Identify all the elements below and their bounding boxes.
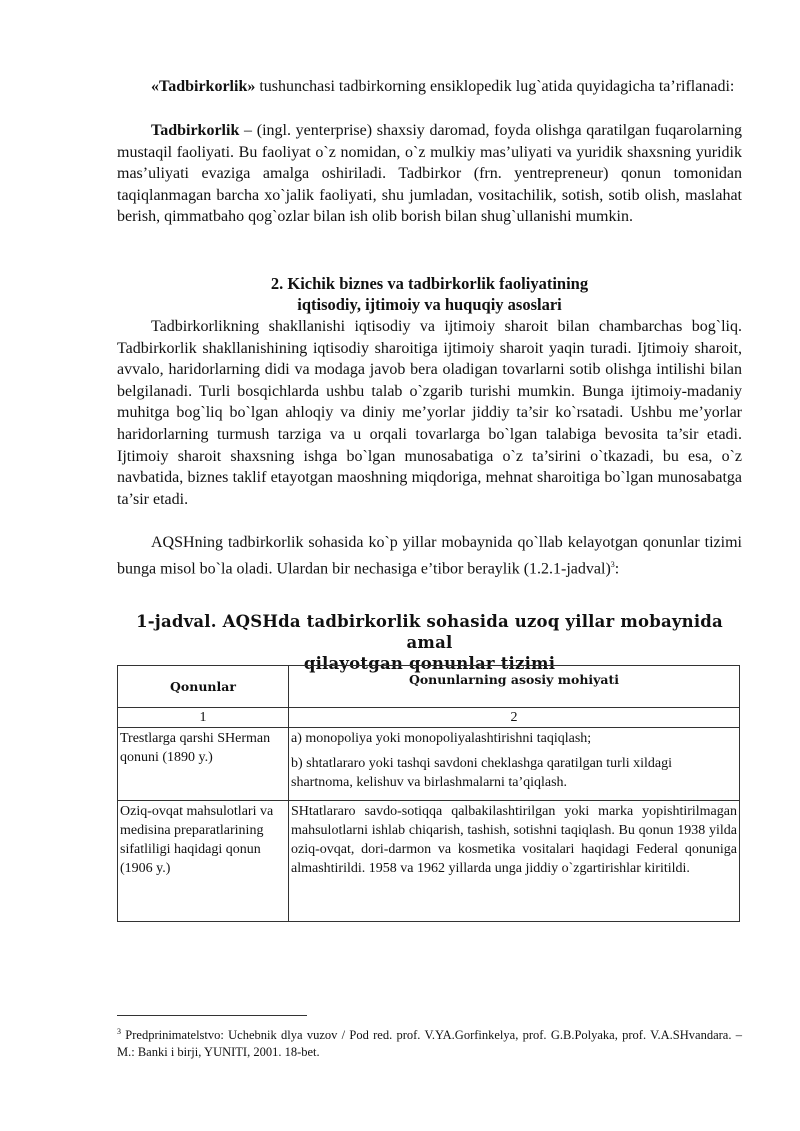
term-bold: «Tadbirkorlik»: [151, 78, 256, 95]
law-name-cell: Oziq-ovqat mahsulotlari va medisina preparatlarining sifatliligi haqidagi qonun (1906 y.): [118, 801, 289, 922]
paragraph-text: tushunchasi tadbirkorning ensiklopedik lug`atida quyidagicha ta’riflanadi:: [255, 78, 735, 95]
section-heading-line-1: 2. Kichik biznes va tadbirkorlik faoliyatining: [270, 274, 589, 293]
footnote-text: Predprinimatelstvo: Uchebnik dlya vuzov / Pod red. prof. V.YA.Gorfinkelya, prof. G.B.Polyaka, prof. V.A.SHvandara. – M.: Banki i birji, YUNITI, 2001. 18-bet.: [117, 1028, 742, 1060]
footnote-mark: 3: [117, 1027, 121, 1036]
essence-item-b: b) shtatlararo yoki tashqi savdoni cheklashga qaratilgan turli xildagi shartnoma, kelishuv va birlashmalarni ta’qiqlash.: [291, 756, 673, 790]
law-essence-cell: [289, 728, 740, 801]
table-number-row: [118, 708, 740, 728]
paragraph-definition: [117, 120, 742, 228]
table-row: [118, 728, 740, 801]
table-header-row: [118, 666, 740, 708]
table-caption-line-2: qilayotgan qonunlar tizimi: [303, 654, 556, 673]
term-bold: Tadbirkorlik: [151, 122, 240, 139]
section-heading-line-2: iqtisodiy, ijtimoiy va huquqiy asoslari: [297, 295, 562, 314]
table-caption-line-1: 1-jadval. AQSHda tadbirkorlik sohasida uzoq yillar mobaynida amal: [136, 612, 723, 652]
footnote-reference[interactable]: 3: [610, 559, 615, 569]
laws-table: [117, 665, 740, 922]
column-number-2: 2: [289, 708, 740, 728]
column-header-laws: Qonunlar: [118, 666, 289, 708]
footnote: [117, 1023, 742, 1061]
section-heading: [117, 273, 742, 315]
law-name-cell: Trestlarga qarshi SHerman qonuni (1890 y.): [118, 728, 289, 801]
footnote-separator: [117, 1015, 307, 1016]
paragraph-text: Tadbirkorlikning shakllanishi iqtisodiy va ijtimoiy sharoit bilan chambarchas bog`liq. Tadbirkorlik shakllanishining iqtisodiy sharoitiga ijtimoiy sharoit yaqin turadi. Ijtimoiy sharoit, avvalo, haridorlarning didi va modaga javob bera oladigan tovarlarni sotib olishga intilishi bilan belgilanadi. Turli bosqichlarda ushbu talab o`zgarib turishi mumkin. Bunga ijtimoiy-madaniy muhitga bog`liq bo`lgan ahloqiy va diniy me’yorlar jiddiy ta’sir ko`rsatadi. Ushbu me’yorlar haridorlarning turmush tarziga va u orqali tovarlarga bo`lgan talabiga bevosita ta’sir etadi. Ijtimoiy sharoit shaxsning ishga bo`lgan munosabatiga o`z ta’sirini o`tkazadi, bu esa, o`z navbatida, biznes taklif etayotgan maoshning miqdoriga, mehnat sharoitiga bo`lgan munosabatga ta’sir etadi.: [117, 318, 742, 508]
paragraph-text: – (ingl. yenterprise) shaxsiy daromad, foyda olishga qaratilgan fuqarolarning mustaqil faoliyati. Bu faoliyat o`z nomidan, o`z mulkiy mas’uliyati va yuridik shaxsning yuridik mas’uliyati evaziga amalga oshiriladi. Tadbirkor (frn. yentrepreneur) qonun tomonidan taqiqlanmagan barcha xo`jalik faoliyati, shu jumladan, vositachilik, sotish, sotib olish, maslahat berish, qimmatbaho qog`ozlar bilan ish olib borish bilan shug`ullanishi mumkin.: [117, 122, 742, 226]
paragraph-usa-laws: AQSHning tadbirkorlik sohasida ko`p yillar mobaynida qo`llab kelayotgan qonunlar tizimi bunga misol bo`la oladi. Ulardan bir nechasiga e’tibor beraylik (1.2.1-jadval)$^3$:: [117, 534, 742, 577]
table-row: [118, 801, 740, 922]
paragraph-text: AQSHning tadbirkorlik sohasida ko`p yillar mobaynida qo`llab kelayotgan qonunlar tizimi bunga misol bo`la oladi. Ulardan bir nechasiga e’tibor beraylik (1.2.1-jadval): [117, 534, 742, 577]
paragraph-definition-intro: [117, 76, 742, 98]
column-number-1: 1: [118, 708, 289, 728]
paragraph-conditions: [117, 316, 742, 510]
essence-item-a: a) monopoliya yoki monopoliyalashtirishni taqiqlash;: [291, 731, 592, 746]
column-header-essence: Qonunlarning asosiy mohiyati: [289, 666, 740, 708]
law-essence-cell: SHtatlararo savdo-sotiqqa qalbakilashtirilgan yoki marka yopishtirilmagan mahsulotlarni ishlab chiqarish, tashish, sotishni taqiqlash. Bu qonun 1938 yilda oziq-ovqat, dori-darmon va kosmetika vositalari haqidagi Federal qonuniga almashtirildi. 1958 va 1962 yillarda unga jiddiy o`zgartirishlar kiritildi.: [289, 801, 740, 922]
